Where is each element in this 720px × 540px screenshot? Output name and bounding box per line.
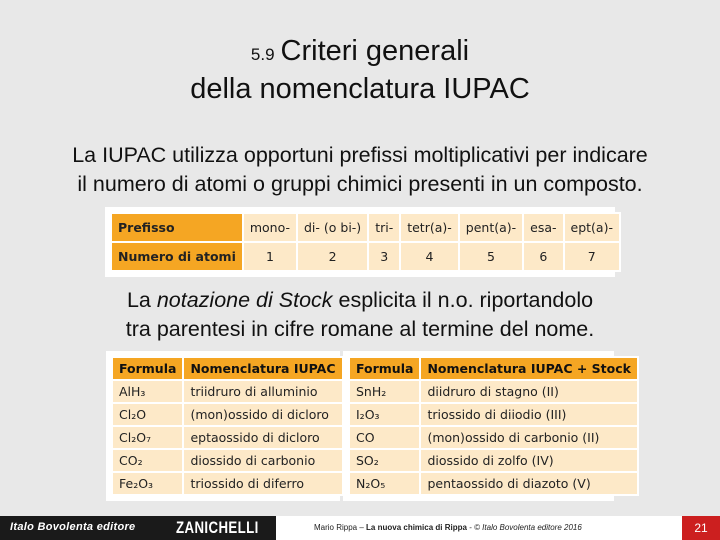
prefix-row <box>111 213 620 242</box>
intro-line-2: il numero di atomi o gruppi chimici presenti in un composto. <box>77 172 643 196</box>
prefix-cell: pent(a)- <box>459 213 523 242</box>
stock-italic-text: notazione di Stock <box>156 288 333 312</box>
prefix-cell: ept(a)- <box>564 213 620 242</box>
table-row <box>112 472 343 495</box>
stock-pre-text: La <box>126 288 157 312</box>
atom-count-cell: 5 <box>459 242 523 271</box>
name-cell: (mon)ossido di carbonio (II) <box>420 426 638 449</box>
table-row <box>112 380 343 403</box>
name-cell: diidruro di stagno (II) <box>420 380 638 403</box>
name-cell: diossido di carbonio <box>183 449 342 472</box>
stock-line-2: tra parentesi in cifre romane al termine del nome. <box>125 317 595 341</box>
atom-count-cell: 1 <box>243 242 297 271</box>
section-number: 5.9 <box>250 45 275 64</box>
prefix-cell: mono- <box>243 213 297 242</box>
stock-paragraph <box>20 286 700 344</box>
table-row <box>349 403 638 426</box>
title-line-1: Criteri generali <box>280 35 470 67</box>
table-header-row <box>349 357 638 380</box>
prefix-cell: esa- <box>523 213 563 242</box>
stock-line-1 <box>20 286 700 315</box>
atom-count-cell: 3 <box>368 242 400 271</box>
stock-post-text: esplicita il n.o. riportandolo <box>332 288 594 312</box>
name-cell: pentaossido di diazoto (V) <box>420 472 638 495</box>
publisher-logo: ZANICHELLI <box>176 518 259 537</box>
table-row <box>112 426 343 449</box>
prefix-table-card <box>105 207 615 277</box>
table-row <box>349 426 638 449</box>
prefix-row-header: Prefisso <box>111 213 243 242</box>
formula-cell: AlH₃ <box>112 380 183 403</box>
formula-cell: Fe₂O₃ <box>112 472 183 495</box>
credit-book-title: La nuova chimica di Rippa <box>366 523 467 532</box>
atom-count-cell: 2 <box>297 242 368 271</box>
formula-cell: I₂O₃ <box>349 403 420 426</box>
formula-column-header: Formula <box>349 357 420 380</box>
formula-cell: SnH₂ <box>349 380 420 403</box>
name-column-header: Nomenclatura IUPAC + Stock <box>420 357 638 380</box>
credit-author: Mario Rippa – <box>314 523 367 532</box>
intro-paragraph <box>20 141 700 199</box>
name-cell: triidruro di alluminio <box>183 380 342 403</box>
formula-cell: Cl₂O <box>112 403 183 426</box>
formula-cell: Cl₂O₇ <box>112 426 183 449</box>
formula-column-header: Formula <box>112 357 183 380</box>
atom-count-cell: 7 <box>564 242 620 271</box>
name-cell: triossido di diferro <box>183 472 342 495</box>
iupac-table-card <box>106 351 340 501</box>
name-cell: eptaossido di dicloro <box>183 426 342 449</box>
name-column-header: Nomenclatura IUPAC <box>183 357 342 380</box>
atom-count-cell: 4 <box>400 242 459 271</box>
table-row <box>349 449 638 472</box>
footer-bar <box>0 516 720 540</box>
book-credit <box>314 523 582 532</box>
stock-table-card <box>343 351 631 501</box>
table-row <box>112 403 343 426</box>
formula-cell: CO₂ <box>112 449 183 472</box>
atom-count-row-header: Numero di atomi <box>111 242 243 271</box>
table-header-row <box>112 357 343 380</box>
publisher-name: Italo Bovolenta editore <box>10 521 136 533</box>
table-row <box>112 449 343 472</box>
formula-cell: CO <box>349 426 420 449</box>
formula-cell: SO₂ <box>349 449 420 472</box>
atom-count-cell: 6 <box>523 242 563 271</box>
table-row <box>349 472 638 495</box>
name-cell: diossido di zolfo (IV) <box>420 449 638 472</box>
credit-copyright: - © Italo Bovolenta editore 2016 <box>466 523 582 532</box>
formula-cell: N₂O₅ <box>349 472 420 495</box>
iupac-table <box>111 356 344 496</box>
slide-title <box>0 34 720 106</box>
intro-line-1: La IUPAC utilizza opportuni prefissi moltiplicativi per indicare <box>72 143 648 167</box>
title-line-2: della nomenclatura IUPAC <box>190 73 530 105</box>
prefix-cell: tri- <box>368 213 400 242</box>
table-row <box>349 380 638 403</box>
name-cell: (mon)ossido di dicloro <box>183 403 342 426</box>
page-number: 21 <box>682 516 720 540</box>
prefix-cell: tetr(a)- <box>400 213 459 242</box>
prefix-table <box>110 212 621 272</box>
publisher-logo-bar <box>0 516 276 540</box>
atom-count-row <box>111 242 620 271</box>
name-cell: triossido di diiodio (III) <box>420 403 638 426</box>
prefix-cell: di- (o bi-) <box>297 213 368 242</box>
stock-table <box>348 356 639 496</box>
